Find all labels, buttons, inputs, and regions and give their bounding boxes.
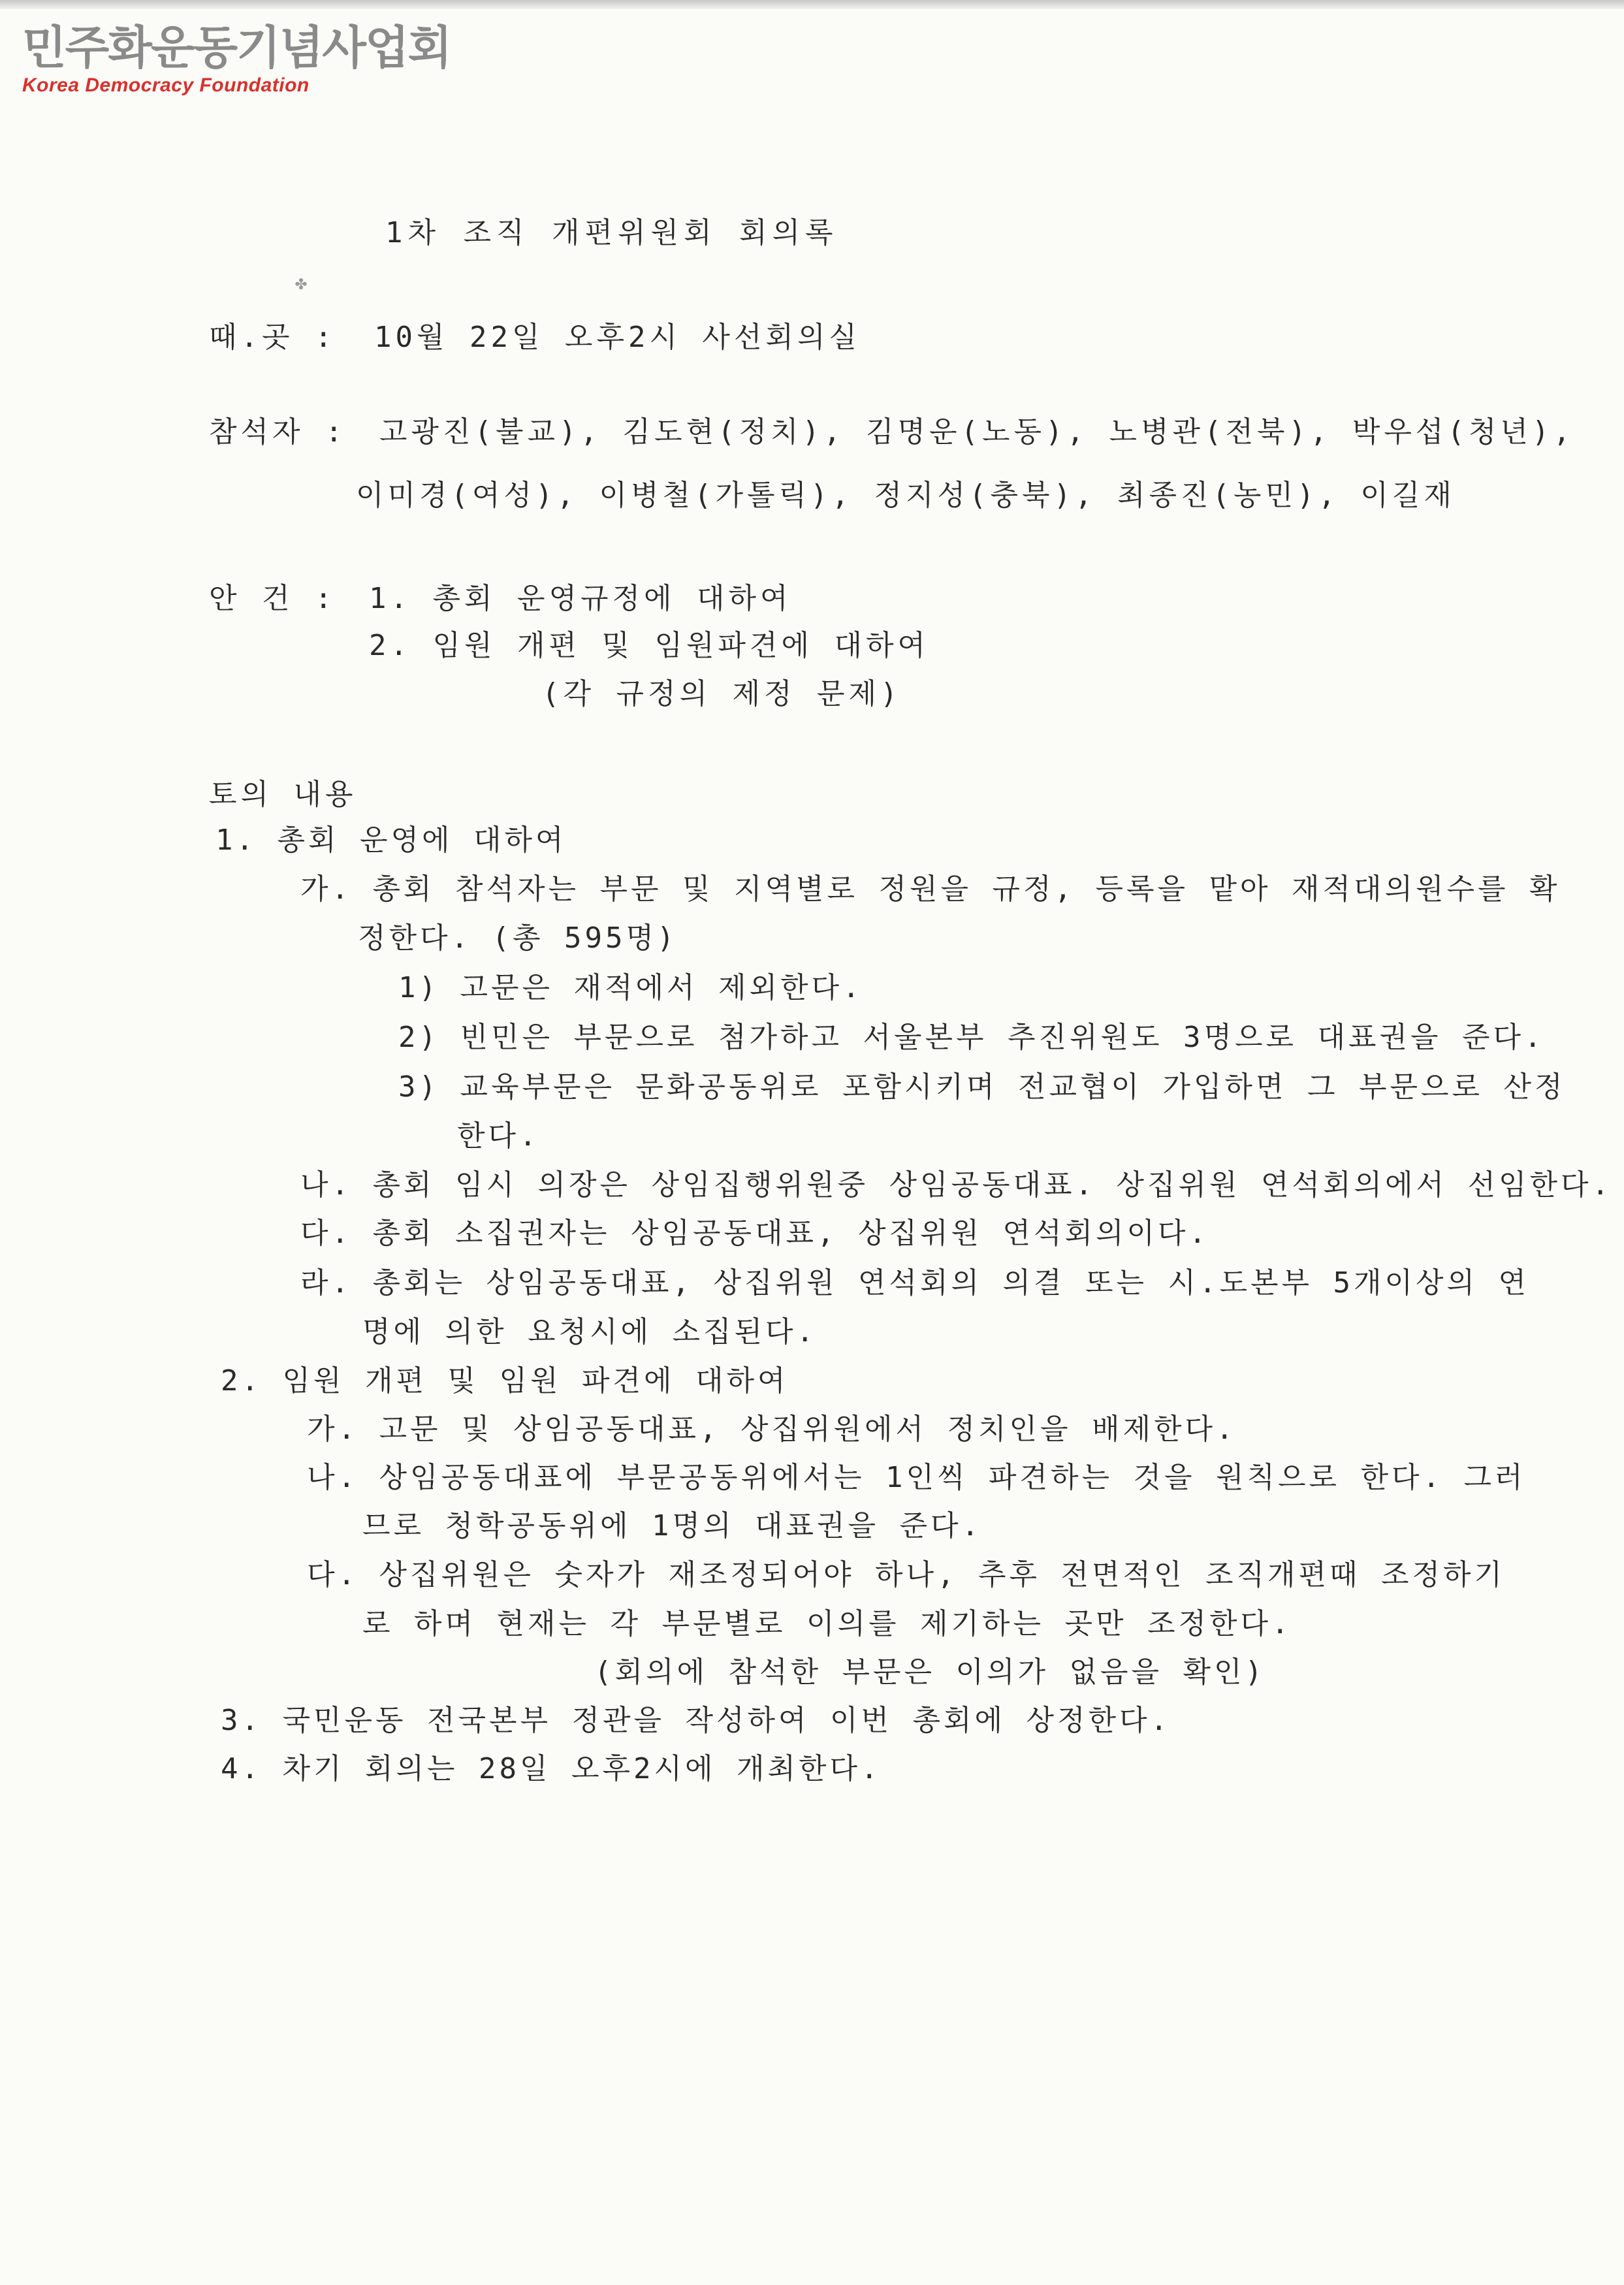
attendees-line-1: 고광진(불교), 김도현(정치), 김명운(노동), 노병관(전북), 박우섭(청년), [379, 415, 1574, 449]
section-1-ra-line-2: 명에 의한 요청시에 소집된다. [362, 1315, 818, 1349]
section-1-na: 나. 총회 임시 의장은 상임집행위원중 상임공동대표. 상집위원 연석회의에서 선임한다. [300, 1168, 1613, 1202]
time-place-row [209, 313, 861, 355]
foundation-logo [22, 20, 451, 97]
attendees-row [209, 408, 1574, 450]
section-1-ga-line-1: 가. 총회 참석자는 부문 및 지역별로 정원을 규정, 등록을 맡아 재적대의원수를 확 [300, 872, 1561, 906]
section-2-da-note: (회의에 참석한 부문은 이의가 없음을 확인) [594, 1655, 1266, 1689]
agenda-note: (각 규정의 제정 문제) [542, 677, 902, 711]
section-1-ga-sub-3-line-2: 한다. [457, 1119, 540, 1153]
document-title: 1차 조직 개편위원회 회의록 [385, 216, 838, 249]
section-1-da: 다. 총회 소집권자는 상임공동대표, 상집위원 연석회의이다. [300, 1217, 1210, 1250]
section-1-ra-line-1: 라. 총회는 상임공동대표, 상집위원 연석회의 의결 또는 시.도본부 5개이상의 연 [300, 1266, 1529, 1300]
agenda-row [209, 575, 791, 616]
attendees-line-2: 이미경(여성), 이병철(가톨릭), 정지성(충북), 최종진(농민), 이길재 [356, 479, 1456, 512]
logo-english-text: Korea Democracy Foundation [22, 74, 310, 96]
scan-edge [0, 0, 1624, 9]
section-2-da-line-1: 다. 상집위원은 숫자가 재조정되어야 하나, 추후 전면적인 조직개편때 조정하기 [307, 1558, 1506, 1591]
section-4: 4. 차기 회의는 28일 오후2시에 개최한다. [221, 1752, 882, 1785]
section-1-ga-line-2: 정한다. (총 595명) [358, 921, 678, 955]
section-3: 3. 국민운동 전국본부 정관을 작성하여 이번 총회에 상정한다. [221, 1704, 1171, 1737]
agenda-item-1: 1. 총회 운영규정에 대하여 [368, 582, 792, 615]
attendees-label: 참석자 : [209, 415, 347, 449]
time-place-value: 10월 22일 오후2시 사선회의실 [374, 321, 861, 354]
section-1-ga-sub-3-line-1: 3) 교육부문은 문화공동위로 포함시키며 전교협이 가입하면 그 부문으로 산정 [398, 1070, 1566, 1104]
section-2-ga: 가. 고문 및 상임공동대표, 상집위원에서 정치인을 배제한다. [307, 1413, 1237, 1446]
section-2-title: 2. 임원 개편 및 임원 파견에 대하여 [221, 1364, 789, 1398]
section-1-title: 1. 총회 운영에 대하여 [215, 823, 567, 857]
section-2-da-line-2: 로 하며 현재는 각 부문별로 이의를 제기하는 곳만 조정한다. [362, 1607, 1292, 1640]
logo-korean-text: 민주화운동기념사업회 [22, 20, 451, 74]
agenda-item-2: 2. 임원 개편 및 임원파견에 대하여 [369, 629, 929, 662]
agenda-label: 안 건 : [209, 582, 336, 615]
stamp-mark: ✤ [295, 272, 308, 295]
section-1-ga-sub-1: 1) 고문은 재적에서 제외한다. [398, 971, 863, 1004]
section-2-na-line-2: 므로 청학공동위에 1명의 대표권을 준다. [362, 1509, 983, 1542]
section-1-ga-sub-2: 2) 빈민은 부문으로 첨가하고 서울본부 추진위원도 3명으로 대표권을 준다. [398, 1021, 1545, 1054]
time-place-label: 때.곳 : [209, 321, 336, 354]
section-2-na-line-1: 나. 상임공동대표에 부문공동위에서는 1인씩 파견하는 것을 원칙으로 한다. 그러 [307, 1461, 1526, 1494]
discussion-heading: 토의 내용 [209, 778, 357, 811]
